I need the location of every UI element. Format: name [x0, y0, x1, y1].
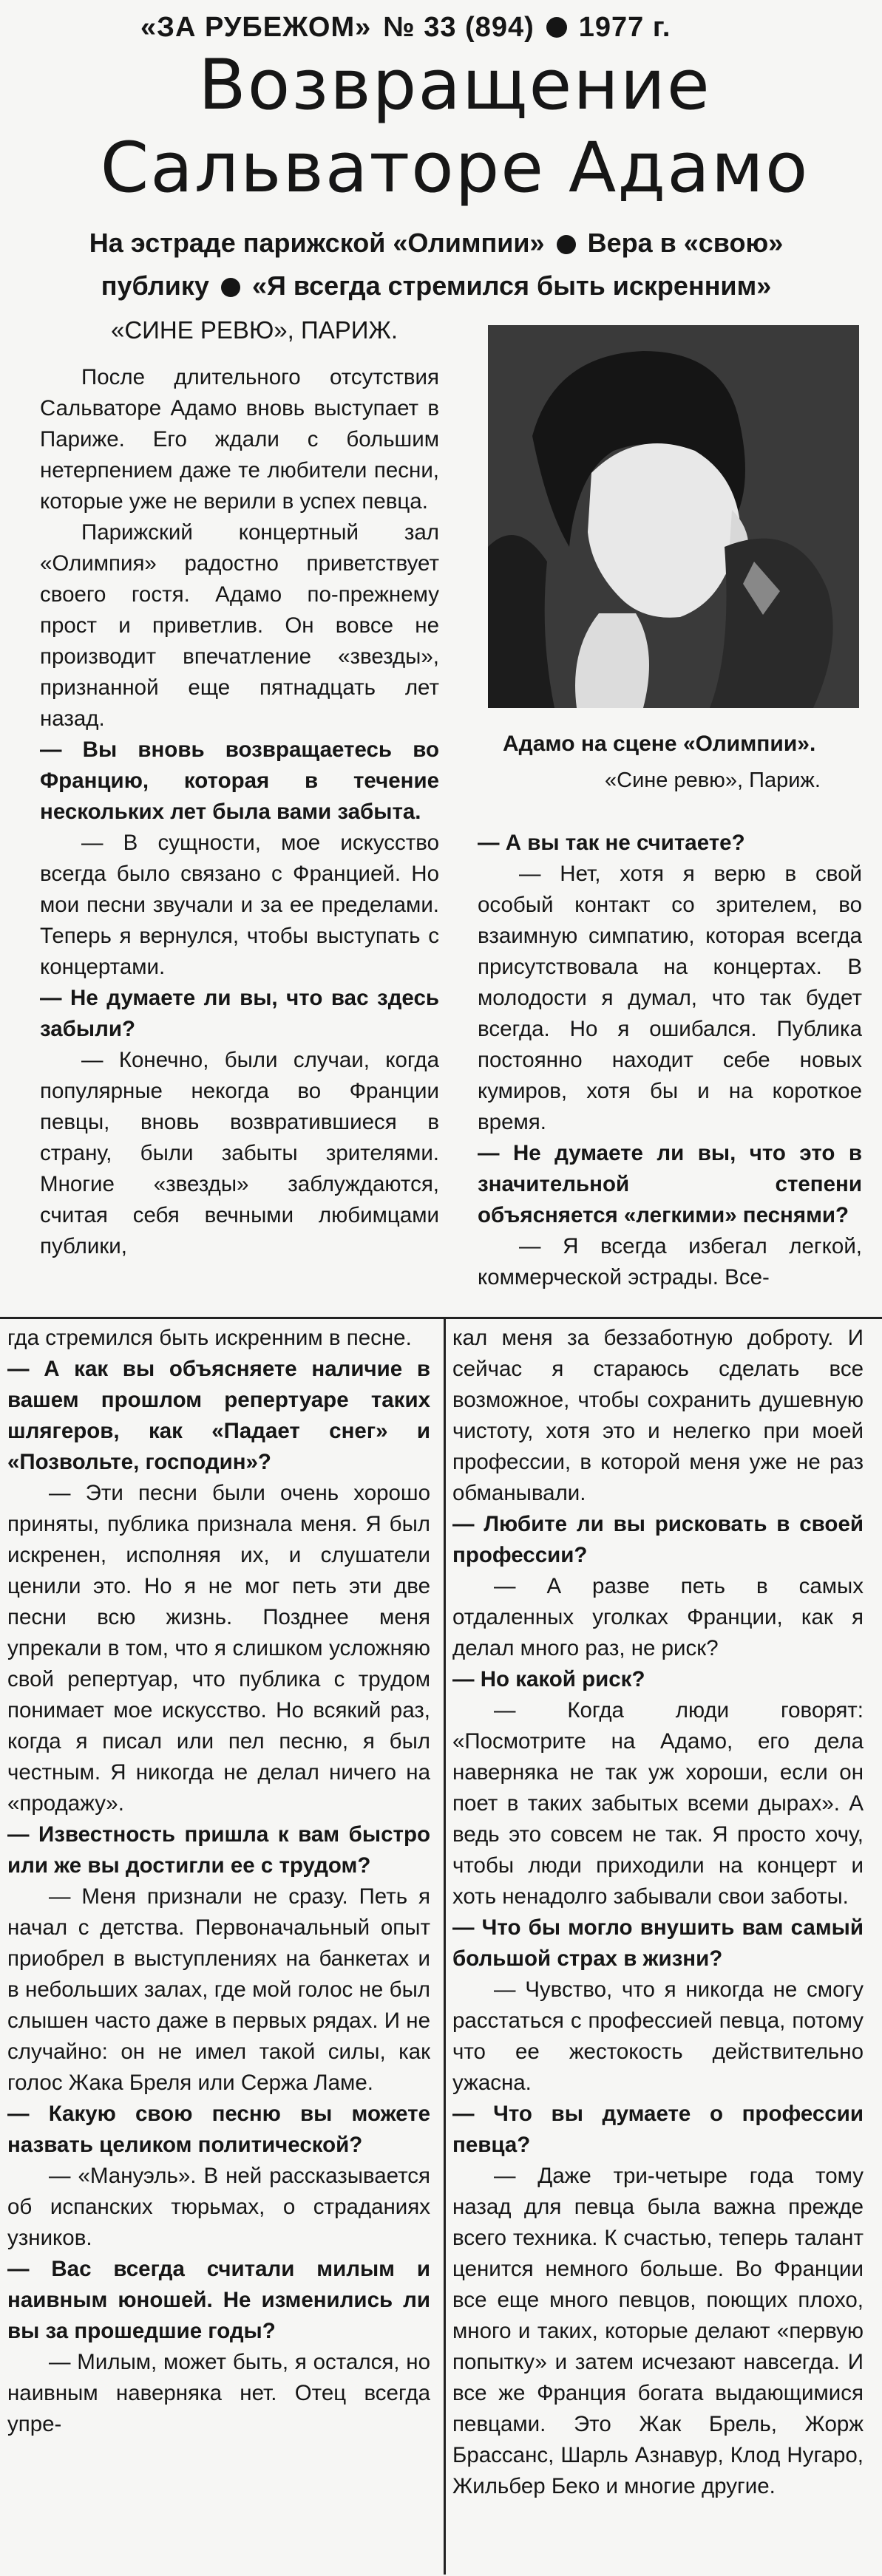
question: — Вас всегда считали милым и наивным юношей. Не изменились ли вы за прошедшие годы? [7, 2257, 430, 2343]
issue-number: № 33 (894) [383, 11, 535, 43]
question: — Не думаете ли вы, что это в значительной степени объясняется «легкими» песнями? [478, 1141, 862, 1227]
question: — Какую свою песню вы можете назвать целиком политической? [7, 2102, 430, 2157]
byline: «СИНЕ РЕВЮ», ПАРИЖ. [111, 316, 398, 344]
article-subtitle [22, 222, 850, 307]
bullet-icon [221, 278, 240, 297]
column-4 [452, 1323, 864, 2572]
answer: — В сущности, мое искусство всегда было связано с Францией. Но мои песни звучали и за ее пределами. Теперь я вернулся, чтобы выступать с концертами. [40, 831, 439, 979]
question: — А вы так не считаете? [478, 831, 745, 855]
answer: — Нет, хотя я верю в свой особый контакт со зрителем, во взаимную симпатию, которая всегда присутствовала на концертах. В молодости я думал, что так будет всегда. Но я ошибался. Публика постоянно находит себе новых кумиров, хотя бы и на короткое время. [478, 862, 862, 1134]
paragraph: Парижский концертный зал «Олимпия» радостно приветствует своего гостя. Адамо по-прежнему прост и приветлив. Он вовсе не производит впечатление «звезды», признанной еще пятнадцать лет назад. [40, 520, 439, 731]
subtitle-part-1: На эстраде парижской «Олимпии» [89, 228, 545, 258]
answer: — Милым, может быть, я остался, но наивным наверняка нет. Отец всегда упре- [7, 2350, 430, 2436]
answer: — Я всегда избегал легкой, коммерческой эстрады. Все- [478, 1234, 862, 1289]
bullet-icon [546, 17, 567, 38]
portrait-image [488, 325, 859, 708]
question: — Известность пришла к вам быстро или же вы достигли ее с трудом? [7, 1822, 430, 1878]
question: — Но какой риск? [452, 1667, 645, 1691]
photo-adamo [488, 325, 859, 708]
photo-credit: «Сине ревю», Париж. [605, 769, 821, 792]
column-2 [478, 828, 862, 1308]
subtitle-part-2: Вера в «свою» [587, 228, 784, 258]
article-title [74, 44, 835, 210]
vertical-divider [444, 1318, 446, 2575]
question: — А как вы объясняете наличие в вашем прошлом репертуаре таких шлягеров, как «Падает снег» и «Позвольте, господин»? [7, 1357, 430, 1474]
title-line-2: Сальваторе Адамо [100, 128, 810, 208]
bullet-icon [557, 235, 576, 254]
answer: — Конечно, были случаи, когда популярные некогда во Франции певцы, вновь возвратившиеся в страну, были забыты зрителями. Многие «звезды» заблуждаются, считая себя вечными любимцами публики, [40, 1048, 439, 1258]
answer: — Эти песни были очень хорошо приняты, публика признала меня. Я был искренен, исполняя их, и слушатели ценили это. Но я не мог петь эти две песни всю жизнь. Позднее меня упрекали в том, что я слишком усложняю свой репертуар, что публика с трудом понимает мое искусство. Но всякий раз, когда я писал или пел песню, я был честным. Я никогда не делал ничего на «продажу». [7, 1481, 430, 1816]
photo-caption: Адамо на сцене «Олимпии». [503, 732, 816, 756]
answer: — «Мануэль». В ней рассказывается об испанских тюрьмах, о страданиях узников. [7, 2164, 430, 2250]
newspaper-name: «ЗА РУБЕЖОМ» [140, 11, 372, 43]
title-line-1: Возвращение [198, 45, 711, 126]
question: — Вы вновь возвращаетесь во Францию, которая в течение нескольких лет была вами забыта. [40, 737, 439, 824]
answer: — А разве петь в самых отдаленных уголках Франции, как я делал много раз, не риск? [452, 1574, 864, 1660]
masthead [140, 9, 673, 46]
paragraph: После длительного отсутствия Сальваторе Адамо вновь выступает в Париже. Его ждали с большим нетерпением даже те любители песни, которые уже не верили в успех певца. [40, 365, 439, 514]
horizontal-divider [0, 1317, 882, 1319]
question: — Любите ли вы рисковать в своей профессии? [452, 1512, 864, 1567]
paragraph: кал меня за беззаботную доброту. И сейчас я стараюсь сделать все возможное, чтобы сохранить душевную чистоту, хотя это и нелегко при моей профессии, в которой меня уже не раз обманывали. [452, 1326, 864, 1505]
question: — Не думаете ли вы, что вас здесь забыли? [40, 986, 439, 1041]
subtitle-part-3: публику [101, 270, 209, 301]
answer: — Когда люди говорят: «Посмотрите на Адамо, его дела наверняка не так уж хороши, если он поет в таких забытых всеми дырах». А ведь это совсем не так. Я просто хочу, чтобы люди приходили на концерт и хоть ненадолго забывали свои заботы. [452, 1698, 864, 1909]
issue-year: 1977 г. [578, 11, 671, 43]
column-1 [40, 362, 439, 1304]
column-3 [7, 1323, 430, 2572]
question: — Что вы думаете о профессии певца? [452, 2102, 864, 2157]
answer: — Меня признали не сразу. Петь я начал с детства. Первоначальный опыт приобрел в выступлениях на банкетах и в небольших залах, где мой голос не был слышен часто даже в первых рядах. И не случайно: он не имел такой силы, как голос Жака Бреля или Сержа Ламе. [7, 1884, 430, 2095]
question: — Что бы могло внушить вам самый большой страх в жизни? [452, 1915, 864, 1971]
subtitle-part-4: «Я всегда стремился быть искренним» [251, 270, 772, 301]
answer: — Даже три-четыре года тому назад для певца была важна прежде всего техника. К счастью, теперь талант ценится немного больше. Во Франции все еще много певцов, поющих плохо, много и таких, которые делают «первую попытку» и затем исчезают навсегда. И все же Франция богата выдающимися певцами. Это Жак Брель, Жорж Брассанс, Шарль Азнавур, Клод Нугаро, Жильбер Беко и многие другие. [452, 2164, 864, 2498]
paragraph: гда стремился быть искренним в песне. [7, 1326, 412, 1350]
answer: — Чувство, что я никогда не смогу расстаться с профессией певца, потому что ее жестокость действительно ужасна. [452, 1977, 864, 2095]
